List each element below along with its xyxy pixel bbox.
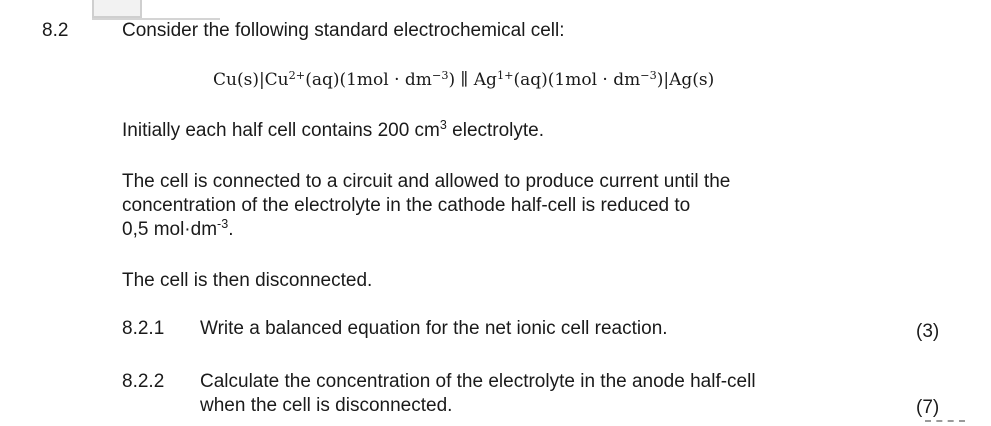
cell-bridge: ) ∥ Ag (448, 70, 497, 90)
cell-cathode: )|Ag(s) (656, 70, 715, 90)
subquestion-text: Calculate the concentration of the electrolyte in the anode half-cell (200, 371, 756, 392)
subquestion-text-line-2: when the cell is disconnected. (200, 395, 453, 416)
subquestion-marks: (3) (916, 321, 940, 342)
cell-anode-conc: (aq)(1mol · dm (305, 70, 432, 90)
cell-anode-charge: 2+ (288, 68, 306, 82)
initial-volume-post: electrolyte. (446, 120, 545, 141)
subquestion-number: 8.2.2 (122, 371, 165, 392)
margin-box (92, 0, 142, 18)
initial-volume-text (122, 120, 544, 142)
subquestion-marks: (7) (916, 397, 940, 418)
cell-cathode-exp: −3 (640, 68, 657, 82)
subquestion-number: 8.2.1 (122, 318, 165, 339)
cell-anode: Cu(s)|Cu (213, 70, 289, 90)
question-number: 8.2 (42, 20, 69, 41)
paragraph-line-1: The cell is connected to a circuit and allowed to produce current until the (122, 171, 731, 192)
subquestion-text: Write a balanced equation for the net ionic cell reaction. (200, 318, 668, 339)
page-edge-mark (925, 420, 965, 426)
concentration-exp: -3 (217, 217, 229, 232)
cell-notation (213, 69, 714, 91)
cell-cathode-charge: 1+ (496, 68, 514, 82)
cell-cathode-conc: (aq)(1mol · dm (513, 70, 641, 90)
question-intro: Consider the following standard electrochemical cell: (122, 20, 565, 41)
paragraph-line-3 (122, 219, 233, 241)
initial-volume-pre: Initially each half cell contains 200 cm (122, 120, 440, 141)
disconnected-text: The cell is then disconnected. (122, 270, 373, 291)
paragraph-line-2: concentration of the electrolyte in the cathode half-cell is reduced to (122, 195, 691, 216)
concentration-end: . (228, 219, 234, 240)
initial-volume-exp: 3 (439, 118, 447, 133)
cell-anode-exp: −3 (431, 68, 449, 82)
concentration-value: 0,5 mol·dm (122, 219, 218, 240)
